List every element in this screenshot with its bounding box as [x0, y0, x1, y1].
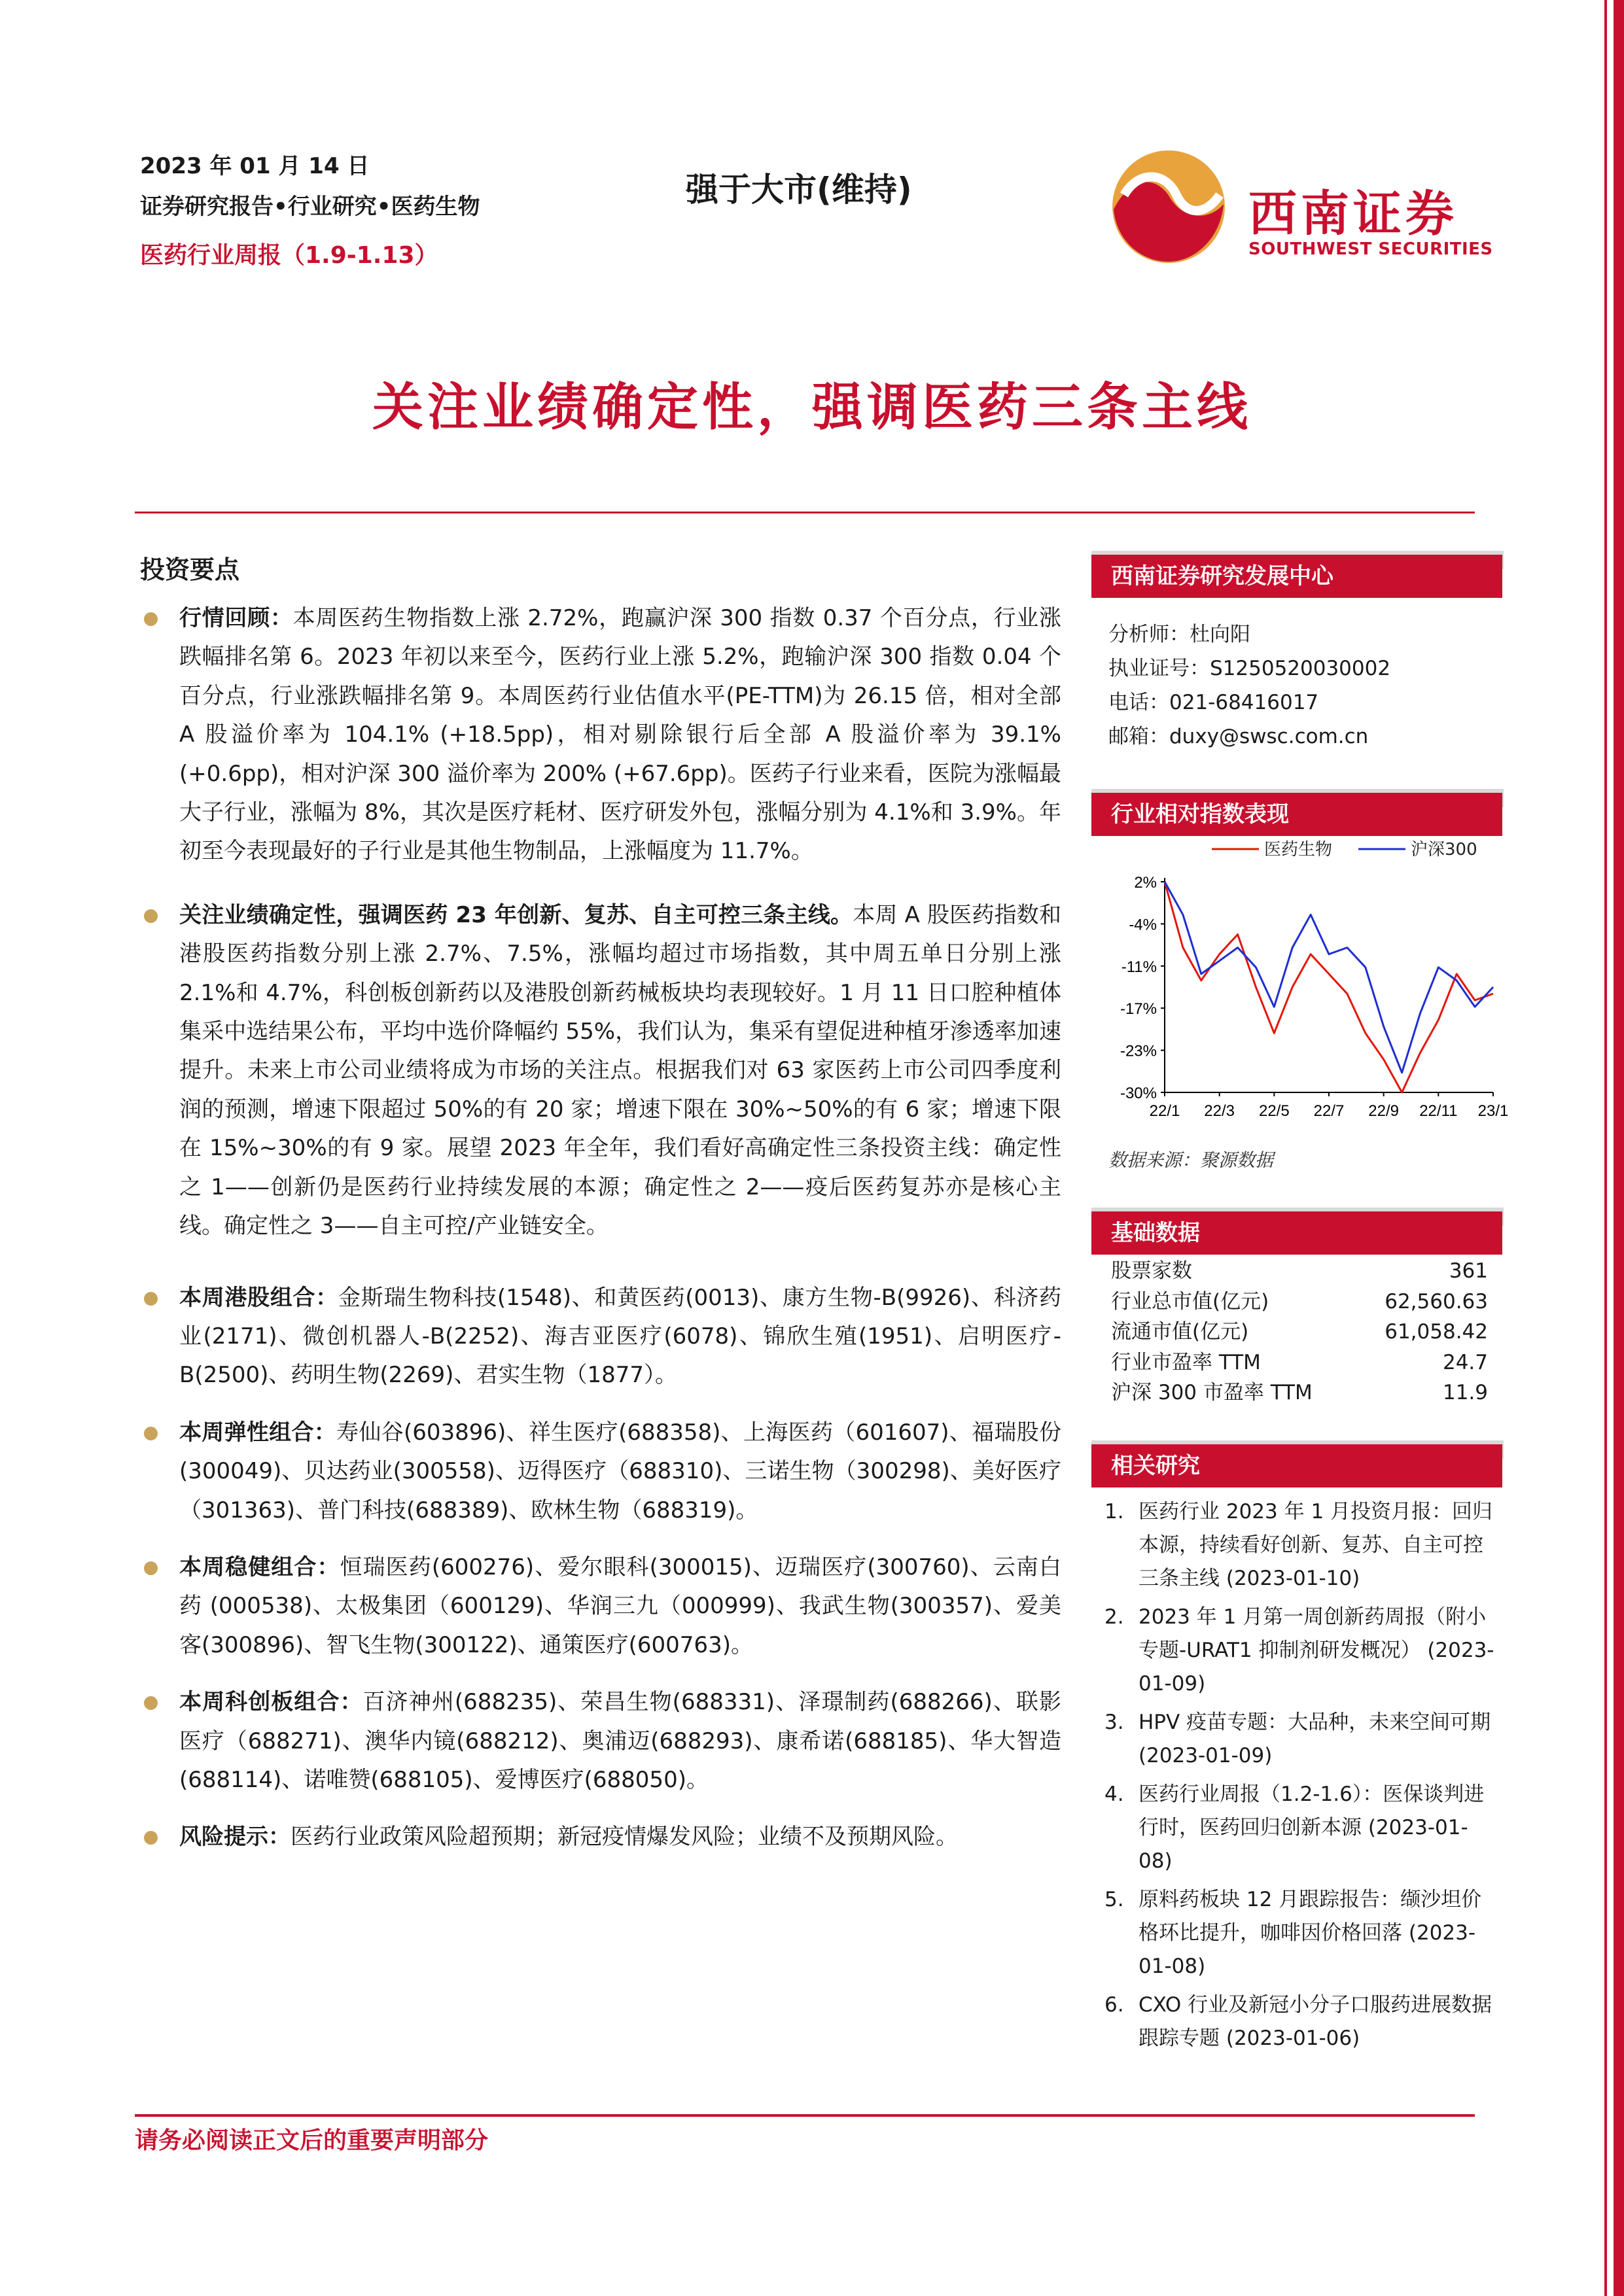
bullet-dot-icon	[144, 1831, 158, 1845]
row-value: 24.7	[1442, 1350, 1488, 1374]
y-tick-label: -4%	[1129, 916, 1157, 934]
row-label: 流通市值(亿元)	[1111, 1320, 1249, 1344]
point-lead: 本周稳健组合：	[179, 1554, 340, 1580]
point-lead: 行情回顾：	[179, 605, 293, 631]
x-tick-label: 22/1	[1149, 1102, 1180, 1120]
point-lead: 本周科创板组合：	[179, 1689, 363, 1716]
x-tick-label: 22/7	[1313, 1102, 1345, 1120]
report-date: 2023 年 01 月 14 日	[140, 153, 370, 179]
x-tick-label: 22/5	[1258, 1102, 1290, 1120]
point-stable-portfolio	[140, 1548, 1061, 1665]
point-main-lines	[140, 896, 1061, 1246]
analyst-info	[1091, 617, 1504, 754]
report-name: 医药行业周报（1.9-1.13）	[140, 242, 438, 269]
point-lead: 本周港股组合：	[179, 1284, 338, 1311]
related-report-item[interactable]	[1091, 1778, 1504, 1878]
point-text: 百济神州(688235)、荣昌生物(688331)、泽璟制药(688266)、联影医疗（688271)、澳华内镜(688212)、奥浦迈(688293)、康希诺(688185)、华大智造(688114)、诺唯赞(688105)、爱博医疗(688050)。	[179, 1689, 1061, 1793]
point-text: 医药行业政策风险超预期；新冠疫情爆发风险；业绩不及预期风险。	[291, 1824, 958, 1851]
basic-data-row	[1091, 1378, 1504, 1408]
row-label: 沪深 300 市盈率 TTM	[1111, 1381, 1313, 1405]
legend-label: 医药生物	[1264, 840, 1333, 860]
item-number: 4.	[1104, 1783, 1124, 1806]
point-lead: 风险提示：	[179, 1824, 291, 1851]
y-tick-label: -23%	[1120, 1042, 1157, 1060]
item-text: 2023 年 1 月第一周创新药周报（附小专题-URAT1 抑制剂研发概况） (2023-01-09)	[1139, 1605, 1494, 1696]
item-number: 2.	[1104, 1605, 1124, 1629]
chart-source: 数据来源：聚源数据	[1108, 1149, 1274, 1171]
analyst-email: 邮箱：duxy@swsc.com.cn	[1108, 725, 1369, 748]
related-report-item[interactable]	[1091, 1495, 1504, 1595]
row-value: 61,058.42	[1385, 1320, 1488, 1344]
y-tick-label: -17%	[1120, 1000, 1157, 1018]
item-number: 6.	[1104, 1993, 1124, 2017]
item-text: HPV 疫苗专题：大品种，未来空间可期 (2023-01-09)	[1139, 1711, 1491, 1767]
investment-heading: 投资要点	[140, 555, 240, 584]
row-label: 行业总市值(亿元)	[1111, 1289, 1269, 1313]
y-tick-label: -30%	[1120, 1085, 1157, 1102]
item-text: 医药行业周报（1.2-1.6）：医保谈判进行时，医药回归创新本源 (2023-01-08)	[1139, 1783, 1485, 1873]
x-tick-label: 22/11	[1419, 1102, 1458, 1120]
legend-label: 沪深300	[1411, 840, 1477, 860]
research-center-heading: 西南证券研究发展中心	[1091, 555, 1502, 598]
point-risk	[140, 1818, 1061, 1856]
relative-index-heading: 行业相对指数表现	[1091, 793, 1502, 836]
point-lead: 关注业绩确定性，强调医药 23 年创新、复苏、自主可控三条主线。	[179, 901, 853, 928]
point-text: 本周医药生物指数上涨 2.72%，跑赢沪深 300 指数 0.37 个百分点，行业涨跌幅排名第 6。2023 年初以来至今，医药行业上涨 5.2%，跑输沪深 300 指数 0.04 个百分点，行业涨跌幅排名第 9。本周医药行业估值水平(PE-TTM)为 26.15 倍，相对全部 A 股溢价率为 104.1% (+18.5pp)，相对剔除银行后全部 A 股溢价率为 39.1% (+0.6pp)，相对沪深 300 溢价率为 200% (+67.6pp)。医药子行业来看，医院为涨幅最大子行业，涨幅为 8%，其次是医疗耗材、医疗研发外包，涨幅分别为 4.1%和 3.9%。年初至今表现最好的子行业是其他生物制品，上涨幅度为 11.7%。	[179, 605, 1061, 865]
page-edge-bar	[1614, 0, 1624, 2296]
point-market-review	[140, 599, 1061, 871]
brand-name-cn: 西南证券	[1248, 186, 1458, 242]
row-label: 股票家数	[1111, 1259, 1192, 1283]
item-text: 医药行业 2023 年 1 月投资月报：回归本源，持续看好创新、复苏、自主可控三条主线 (2023-01-10)	[1139, 1500, 1493, 1590]
point-lead: 本周弹性组合：	[179, 1419, 337, 1446]
series-line-0	[1165, 882, 1493, 1092]
point-hk-portfolio	[140, 1279, 1061, 1395]
southwest-securities-logo-icon	[1111, 149, 1226, 264]
basic-data-row	[1091, 1317, 1504, 1348]
rating-label: 强于大市(维持)	[686, 171, 912, 209]
analyst-license: 执业证号：S1250520030002	[1108, 657, 1391, 680]
x-tick-label: 23/1	[1477, 1102, 1509, 1120]
point-elastic-portfolio	[140, 1414, 1061, 1530]
point-text: 恒瑞医药(600276)、爱尔眼科(300015)、迈瑞医疗(300760)、云南白药 (000538)、太极集团（600129)、华润三九（000999)、我武生物(300357)、爱美客(300896)、智飞生物(300122)、通策医疗(600763)。	[179, 1554, 1061, 1658]
footer-divider	[135, 2114, 1475, 2117]
bullet-dot-icon	[144, 909, 158, 923]
basic-data-row	[1091, 1287, 1504, 1317]
analyst-phone: 电话：021-68416017	[1108, 691, 1319, 714]
y-tick-label: -11%	[1121, 958, 1157, 976]
disclaimer-note: 请务必阅读正文后的重要声明部分	[135, 2127, 489, 2154]
row-value: 11.9	[1442, 1381, 1488, 1405]
row-label: 行业市盈率 TTM	[1111, 1350, 1261, 1374]
bullet-dot-icon	[144, 1427, 158, 1440]
report-category: 证券研究报告•行业研究•医药生物	[140, 194, 480, 220]
basic-data-row	[1091, 1348, 1504, 1378]
item-number: 1.	[1104, 1500, 1124, 1523]
item-text: CXO 行业及新冠小分子口服药进展数据跟踪专题 (2023-01-06)	[1139, 1993, 1492, 2050]
x-tick-label: 22/9	[1368, 1102, 1400, 1120]
y-tick-label: 2%	[1134, 874, 1157, 892]
basic-data-table	[1091, 1256, 1504, 1408]
page-edge-line	[1604, 0, 1607, 2296]
related-report-item[interactable]	[1091, 1706, 1504, 1773]
row-value: 361	[1449, 1259, 1488, 1283]
investment-points	[140, 599, 1061, 1857]
related-report-item[interactable]	[1091, 1601, 1504, 1701]
relative-index-chart	[1099, 829, 1509, 1137]
x-tick-label: 22/3	[1204, 1102, 1235, 1120]
title-divider	[135, 512, 1475, 513]
item-number: 5.	[1104, 1888, 1124, 1911]
related-report-item[interactable]	[1091, 1989, 1504, 2055]
brand-name-en: SOUTHWEST SECURITIES	[1248, 239, 1493, 259]
bullet-dot-icon	[144, 1292, 158, 1306]
series-line-1	[1165, 882, 1493, 1073]
basic-data-row	[1091, 1256, 1504, 1287]
point-text: 金斯瑞生物科技(1548)、和黄医药(0013)、康方生物-B(9926)、科济药业(2171)、微创机器人-B(2252)、海吉亚医疗(6078)、锦欣生殖(1951)、启明医疗-B(2500)、药明生物(2269)、君实生物（1877）。	[179, 1284, 1062, 1389]
bullet-dot-icon	[144, 612, 158, 626]
analyst-name: 分析师：杜向阳	[1108, 623, 1250, 646]
basic-data-heading: 基础数据	[1091, 1211, 1502, 1255]
report-title: 关注业绩确定性，强调医药三条主线	[372, 378, 1252, 437]
bullet-dot-icon	[144, 1696, 158, 1710]
item-text: 原料药板块 12 月跟踪报告：缬沙坦价格环比提升，咖啡因价格回落 (2023-01-08)	[1139, 1888, 1482, 1978]
related-research-list	[1091, 1495, 1504, 2061]
bullet-dot-icon	[144, 1561, 158, 1575]
row-value: 62,560.63	[1385, 1289, 1488, 1313]
point-text: 本周 A 股医药指数和港股医药指数分别上涨 2.7%、7.5%，涨幅均超过市场指数，其中周五单日分别上涨 2.1%和 4.7%，科创板创新药以及港股创新药械板块均表现较好。1 月 11 日口腔种植体集采中选结果公布，平均中选价降幅约 55%，我们认为，集采有望促进种植牙渗透率加速提升。未来上市公司业绩将成为市场的关注点。根据我们对 63 家医药上市公司四季度利润的预测，增速下限超过 50%的有 20 家；增速下限在 30%~50%的有 6 家；增速下限在 15%~30%的有 9 家。展望 2023 年全年，我们看好高确定性三条投资主线：确定性之 1——创新仍是医药行业持续发展的本源；确定性之 2——疫后医药复苏亦是核心主线。确定性之 3——自主可控/产业链安全。	[179, 901, 1061, 1240]
related-research-heading: 相关研究	[1091, 1444, 1502, 1487]
related-report-item[interactable]	[1091, 1883, 1504, 1983]
item-number: 3.	[1104, 1711, 1124, 1734]
point-text: 寿仙谷(603896)、祥生医疗(688358)、上海医药（601607)、福瑞股份(300049)、贝达药业(300558)、迈得医疗（688310)、三诺生物（300298)、美好医疗（301363)、普门科技(688389)、欧林生物（688319)。	[179, 1419, 1061, 1523]
point-star-portfolio	[140, 1683, 1061, 1800]
